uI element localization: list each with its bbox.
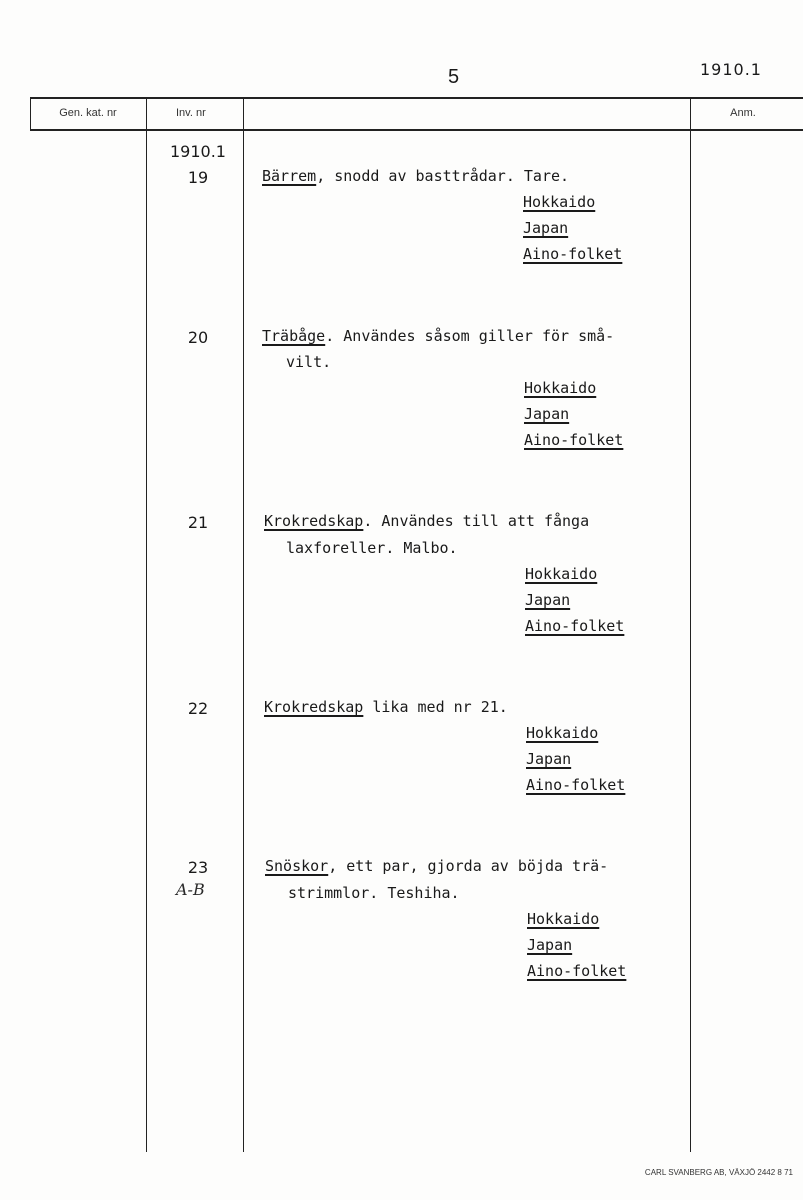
object-text: . Användes såsom giller för små-	[325, 327, 615, 345]
entry-description	[265, 853, 608, 879]
inventory-number: 23	[187, 858, 209, 877]
location-country: Japan	[523, 219, 569, 237]
object-name: Krokredskap	[264, 698, 364, 716]
location-country: Japan	[524, 405, 570, 423]
location-country: Japan	[525, 591, 571, 609]
entry-location	[527, 906, 626, 984]
inventory-number: 20	[187, 328, 209, 347]
location-country: Japan	[527, 936, 573, 954]
location-people: Aino-folket	[523, 245, 623, 263]
header-reference: 1910.1	[700, 60, 762, 79]
object-text: , ett par, gjorda av böjda trä-	[328, 857, 609, 875]
location-people: Aino-folket	[526, 776, 626, 794]
entry-continuation: strimmlor. Teshiha.	[288, 884, 460, 902]
printer-imprint: CARL SVANBERG AB, VÄXJÖ 2442 8 71	[644, 1168, 793, 1177]
location-region: Hokkaido	[523, 193, 596, 211]
entry-description	[262, 323, 614, 349]
location-region: Hokkaido	[525, 565, 598, 583]
first-inventory-number: 1910.1	[170, 142, 226, 161]
object-name: Träbåge	[262, 327, 326, 345]
object-text: , snodd av basttrådar. Tare.	[316, 167, 570, 185]
entry-location	[523, 189, 622, 267]
column-header-gen-kat: Gen. kat. nr	[59, 107, 117, 119]
entry-location	[526, 720, 625, 798]
object-text: lika med nr 21.	[363, 698, 508, 716]
object-name: Krokredskap	[264, 512, 364, 530]
object-name: Bärrem	[262, 167, 317, 185]
location-region: Hokkaido	[526, 724, 599, 742]
location-country: Japan	[526, 750, 572, 768]
inventory-number: 19	[187, 168, 209, 187]
inventory-number: 22	[187, 699, 209, 718]
location-people: Aino-folket	[525, 617, 625, 635]
object-text: . Användes till att fånga	[363, 512, 590, 530]
inventory-handwritten-note: A-B	[176, 880, 205, 899]
entry-description	[262, 163, 569, 189]
location-people: Aino-folket	[527, 962, 627, 980]
entry-continuation: vilt.	[286, 353, 332, 371]
location-people: Aino-folket	[524, 431, 624, 449]
entry-description	[264, 694, 508, 720]
page-number: 5	[448, 66, 460, 88]
entry-continuation: laxforeller. Malbo.	[286, 539, 458, 557]
column-header-anm: Anm.	[730, 107, 756, 119]
inventory-number: 21	[187, 513, 209, 532]
entry-description	[264, 508, 589, 534]
object-name: Snöskor	[265, 857, 329, 875]
column-divider-2	[243, 97, 244, 1152]
column-divider-1	[146, 97, 147, 1152]
entry-location	[525, 561, 624, 639]
column-header-inv: Inv. nr	[176, 107, 206, 119]
location-region: Hokkaido	[524, 379, 597, 397]
column-divider-3	[690, 97, 691, 1152]
entry-location	[524, 375, 623, 453]
location-region: Hokkaido	[527, 910, 600, 928]
